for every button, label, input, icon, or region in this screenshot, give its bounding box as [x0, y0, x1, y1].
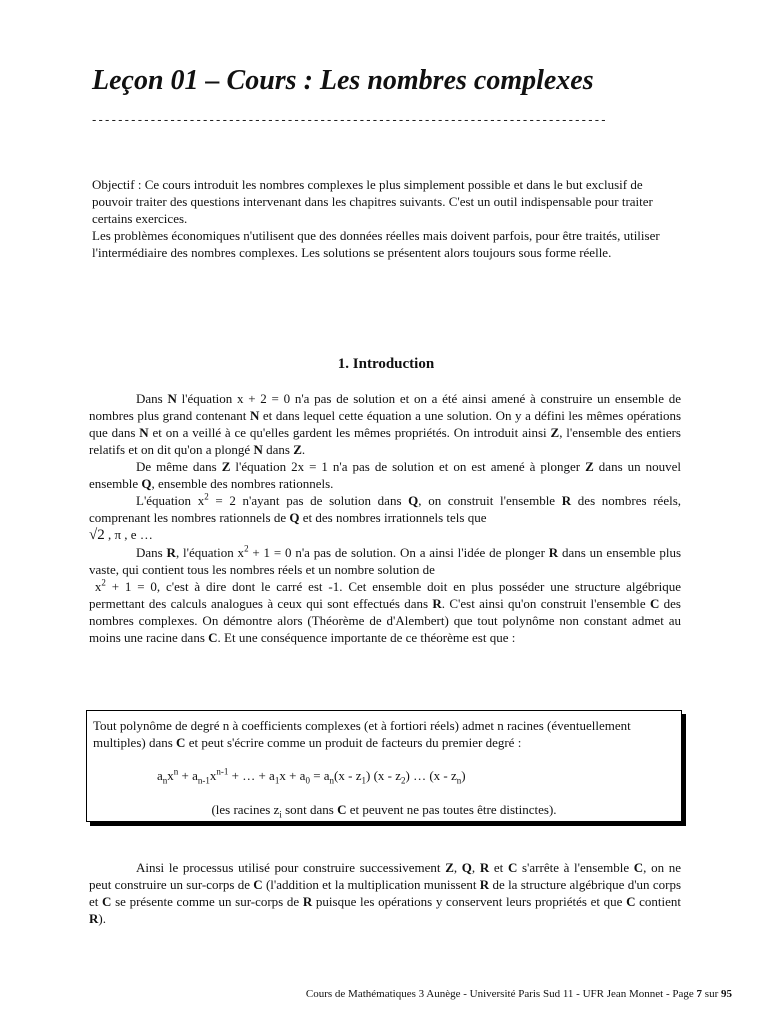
set-symbol: Z [585, 459, 594, 474]
set-symbol: N [139, 425, 149, 440]
page-total: 95 [721, 988, 732, 1000]
sqrt-symbol: √2 [89, 527, 105, 543]
set-symbol: R [302, 894, 313, 909]
set-symbol: C [337, 802, 347, 817]
set-symbol: C [208, 630, 218, 645]
set-symbol: Q [408, 493, 419, 508]
set-symbol: Z [550, 425, 560, 440]
intro-paragraph: Dans R, l'équation $x^2 + 1 = 0$ n'a pas de solution. On a ainsi l'idée de plonger R dans un ensemble plus vaste, qui contient tous les nombres réels et un nombre solution de $x^2 + 1 = 0$, c'est à dire dont le carré est -1. Cet ensemble doit en plus posséder une structure algébrique permettant des calculs analogues à ceux qui sont effectués dans R. C'est ainsi qu'on construit l'ensemble C des nombres complexes. On démontre alors (Théorème de d'Alembert) que tout polynôme non constant admet au moins une racine dans C. Et une conséquence importante de ce théorème est que : [89, 543, 682, 645]
set-symbol: Z [221, 459, 231, 474]
set-symbol: C [507, 860, 518, 875]
intro-paragraph: Dans N l'équation x + 2 = 0 n'a pas de solution et on a été ainsi amené à construire un ensemble de nombres plus grand contenant N et dans lequel cette équation a une solution. On y a défini les mêmes opérations que dans N et on a veillé à ce qu'elles gardent les mêmes propriétés. On introduit ainsi Z, l'ensemble des entiers relatifs et on dit qu'on a plongé N dans Z. [89, 391, 682, 457]
intro-paragraph: De même dans Z l'équation 2x = 1 n'a pas de solution et on est amené à plonger Z dans un nouvel ensemble Q, ensemble des nombres rationnels. [89, 459, 681, 491]
objective-block [92, 176, 680, 261]
footer-text: Cours de Mathématiques 3 Aunège - Université Paris Sud 11 - UFR Jean Monnet - Page [305, 988, 697, 1000]
page-footer: Cours de Mathématiques 3 Aunège - Université Paris Sud 11 - UFR Jean Monnet - Page 7 sur 95 [305, 988, 732, 1000]
page-title: Leçon 01 – Cours : Les nombres complexes [92, 65, 594, 96]
page-number: 7 [696, 988, 703, 1000]
set-symbol: R [432, 596, 442, 611]
set-symbol: R [89, 911, 99, 926]
set-symbol: N [253, 442, 263, 457]
set-symbol: N [167, 391, 177, 406]
set-symbol: R [479, 860, 490, 875]
set-symbol: Q [461, 860, 472, 875]
set-symbol: C [626, 894, 636, 909]
set-symbol: Z [293, 442, 302, 457]
set-symbol: C [253, 877, 263, 892]
set-symbol: C [102, 894, 112, 909]
set-symbol: C [633, 860, 644, 875]
set-symbol: Z [445, 860, 454, 875]
set-symbol: R [548, 545, 559, 560]
objective-paragraph: Objectif : Ce cours introduit les nombres complexes le plus simplement possible et dans le but exclusif de pouvoir traiter des questions intervenant dans les chapitres suivants. C'est un outil indispensable pour traiter certains exercices. [92, 177, 653, 226]
intro-paragraph: L'équation $x^2 = 2$ n'ayant pas de solution dans Q, on construit l'ensemble R des nombres réels, comprenant les nombres rationnels de Q et des nombres irrationnels tels que √2 , π , e … [89, 491, 682, 543]
set-symbol: N [249, 408, 260, 423]
set-symbol: Q [141, 476, 152, 491]
set-symbol: C [649, 596, 660, 611]
intro-body [89, 390, 681, 646]
theorem-box [86, 710, 682, 822]
set-symbol: R [166, 545, 176, 560]
section-heading: 1. Introduction [337, 356, 435, 372]
set-symbol: Q [289, 510, 300, 525]
dashed-separator: ------------------------------------------------------------------------------- [92, 112, 608, 127]
theorem-text: Tout polynôme de degré n à coefficients complexes (et à fortiori réels) admet n racines (éventuellement multiples) dans C et peut s'écrire comme un produit de facteurs du premier degré : [93, 718, 631, 750]
theorem-note: (les racines $z_i$ sont dans C et peuvent ne pas toutes être distinctes). [211, 802, 557, 820]
objective-paragraph: Les problèmes économiques n'utilisent que des données réelles mais doivent parfois, pour être traités, utiliser l'intermédiaire des nombres complexes. Les solutions se présentent alors toujours sous forme réelle. [92, 228, 660, 260]
set-symbol: R [479, 877, 490, 892]
polynomial-formula: $a_nx^n + a_{n-1}x^{n-1}$ + … + $a_1x + a_0 = a_n(x - z_1)$ $(x - z_2)$ … $(x - z_n)$ [157, 766, 466, 786]
set-symbol: R [561, 493, 572, 508]
conclusion-paragraph: Ainsi le processus utilisé pour construire successivement Z, Q, R et C s'arrête à l'ensemble C, on ne peut construire un sur-corps de C (l'addition et la multiplication munissent R de la structure algébrique d'un corps et C se présente comme un sur-corps de R puisque les opérations y conservent leurs propriétés et que C contient R). [89, 860, 682, 926]
set-symbol: C [176, 735, 186, 750]
conclusion-body [89, 859, 681, 927]
